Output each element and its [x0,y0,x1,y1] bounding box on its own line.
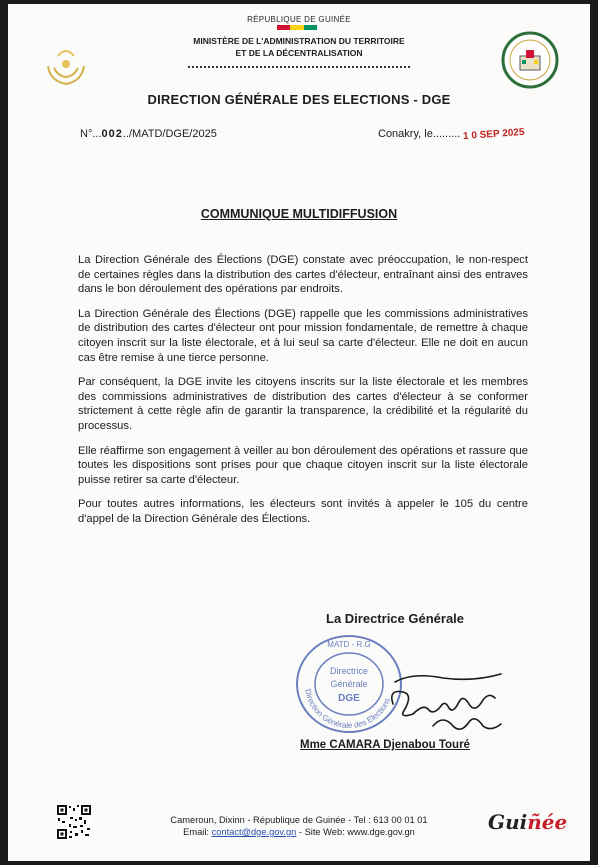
communique-title: COMMUNIQUE MULTIDIFFUSION [200,207,398,221]
handwritten-signature [383,664,508,739]
communique-body [78,253,528,537]
republic-name: RÉPUBLIQUE DE GUINÉE [247,15,351,24]
email-link[interactable]: contact@dge.gov.gn [211,827,297,837]
dge-logo-icon [500,30,560,90]
stamp-line-3: DGE [338,693,360,704]
paragraph-4: Elle réaffirme son engagement à veiller au bon déroulement des opérations et rassure que toutes les dispositions sont prises pour que chaque citoyen inscrit sur la liste électorale puisse retirer sa carte d'électeur. [78,444,528,486]
ref-suffix: ../MATD/DGE/2025 [122,128,217,140]
communique-page [8,4,590,861]
email-label: Email: [183,827,212,837]
paragraph-2: La Direction Générale des Élections (DGE) rappelle que les commissions administratives de distribution des cartes d'électeur ont pour mission fondamentale, de remettre à chaque citoyen inscrit sur la liste électorale, et à lui seul sa carte d'électeur. Elle ne doit en aucun cas être remise à une tierce personne. [78,307,528,364]
paragraph-5: Pour toutes autres informations, les électeurs sont invités à appeler le 105 du centre d'appel de la Direction Générale des Élections. [78,498,528,525]
flag-green [304,25,317,30]
brand-text-accent: ñée [527,810,568,834]
ministry-line-1: MINISTÈRE DE L'ADMINISTRATION DU TERRITOIRE [193,36,405,46]
paragraph-1: La Direction Générale des Élections (DGE) constate avec préoccupation, le non-respect de certaines règles dans la distribution des cartes d'électeur, entraînant ainsi des entraves dans le bon déroulement des opérations par endroits. [78,254,528,296]
website-text: - Site Web: www.dge.gov.gn [296,827,415,837]
stamp-line-1: Directrice [329,666,369,676]
reference-number [80,128,217,140]
place-date [378,126,526,143]
stamp-top-text: MATD - R.G [327,640,371,649]
date-stamp: 1 0 SEP 2025 [463,126,526,143]
flag-bar [277,25,317,30]
signatory-name: Mme CAMARA Djenabou Touré [300,739,470,751]
paragraph-3: Par conséquent, la DGE invite les citoyens inscrits sur la liste électorale et les membres des commissions administratives de distribution des cartes d'électeur à se conformer strictement à cette règle afin de garantir la transparence, la crédibilité et la régularité du processus. [78,376,528,432]
flag-red [277,25,290,30]
footer-address: Cameroun, Dixinn - République de Guinée - Tel : 613 00 01 01 [170,815,428,825]
dotted-separator [188,66,410,68]
stamp-line-2: Générale [330,679,368,689]
directorate-title: DIRECTION GÉNÉRALE DES ELECTIONS - DGE [147,92,451,107]
guinea-brand-logo [488,810,567,834]
place-label: Conakry, le......... [378,128,461,140]
stamp-ring-text: Direction Générale des Elections [303,688,393,731]
ref-prefix: N°... [80,128,102,140]
flag-yellow [290,25,303,30]
brand-text-main: Gui [488,810,528,834]
ref-number: 002 [101,128,123,140]
ministry-line-2: ET DE LA DÉCENTRALISATION [235,48,363,58]
signatory-title: La Directrice Générale [326,611,465,626]
